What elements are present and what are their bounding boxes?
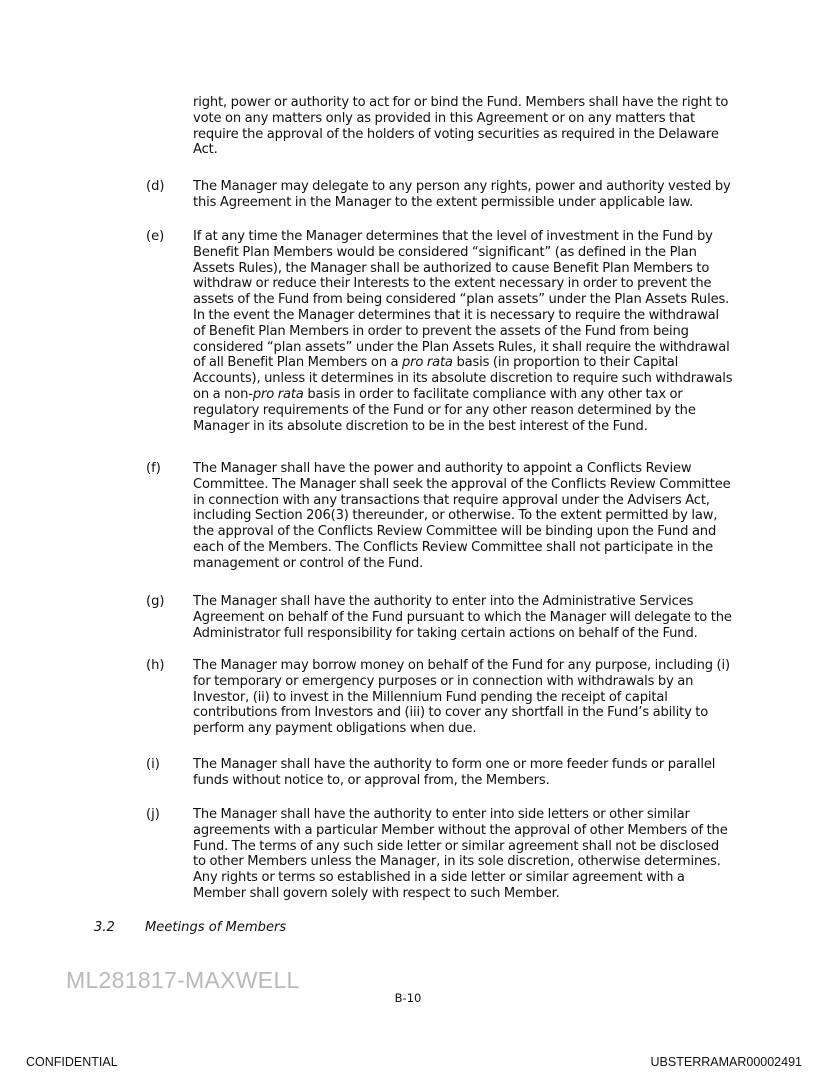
clause-text: The Manager shall have the power and authority to appoint a Conflicts Review Committee. The Manager shall seek the approval of the Conflicts Review Committee in connection with any transactions that require approval under the Advisers Act, including Section 206(3) thereunder, or otherwise. To the extent permitted by law, the approval of the Conflicts Review Committee will be binding upon the Fund and each of the Members. The Conflicts Review Committee shall not participate in the management or control of the Fund.	[193, 461, 731, 571]
clause-text: The Manager shall have the authority to enter into side letters or other similar agreements with a particular Member without the approval of other Members of the Fund. The terms of any such side letter or similar agreement shall not be disclosed to other Members unless the Manager, in its sole discretion, otherwise determines. Any rights or terms so established in a side letter or similar agreement with a Member shall govern solely with respect to such Member.	[193, 807, 728, 901]
bates-number: UBSTERRAMAR00002491	[650, 1055, 802, 1069]
clause-text-part: If at any time the Manager determines that the level of investment in the Fund by Benefit Plan Members would be considered “significant” (as defined in the Plan Assets Rules), the Manager shall be authorized to cause Benefit Plan Members to withdraw or reduce their Interests to the extent necessary in order to prevent the assets of the Fund from being considered “plan assets” under the Plan Assets Rules. In the event the Manager determines that it is necessary to require the withdrawal of Benefit Plan Members in order to prevent the assets of the Fund from being considered “plan assets” under the Plan Assets Rules, it shall require the withdrawal of all Benefit Plan Members on a	[193, 229, 730, 371]
italic-term: pro rata	[401, 355, 453, 371]
clause-text: The Manager shall have the authority to enter into the Administrative Services Agreement on behalf of the Fund pursuant to which the Manager will delegate to the Administrator full responsibility for taking certain actions on behalf of the Fund.	[193, 594, 732, 641]
page-number: B-10	[394, 991, 422, 1005]
section-number: 3.2	[94, 920, 115, 935]
continuation-paragraph: right, power or authority to act for or bind the Fund. Members shall have the right to vote on any matters only as provided in this Agreement or on any matters that require the approval of the holders of voting securities as required in the Delaware Act.	[193, 95, 729, 158]
clause-label: (f)	[146, 461, 161, 476]
document-stamp: ML281817-MAXWELL	[66, 967, 300, 993]
clause-text	[193, 229, 733, 434]
clause-label: (h)	[146, 658, 165, 673]
clause-text-part: basis (in proportion to their Capital Accounts), unless it determines in its absolute discretion to require such withdrawals on a non-	[193, 355, 733, 402]
confidential-label: CONFIDENTIAL	[26, 1055, 118, 1069]
clause-text-part: basis in order to facilitate compliance with any other tax or regulatory requirements of the Fund or for any other reason determined by the Manager in its absolute discretion to be in the best interest of the Fund.	[193, 386, 696, 434]
clause-text: The Manager may borrow money on behalf of the Fund for any purpose, including (i) for temporary or emergency purposes or in connection with withdrawals by an Investor, (ii) to invest in the Millennium Fund pending the receipt of capital contributions from Investors and (iii) to cover any shortfall in the Fund’s ability to perform any payment obligations when due.	[193, 658, 730, 737]
clause-label: (g)	[146, 594, 165, 609]
section-title: Meetings of Members	[145, 920, 287, 935]
clause-label: (d)	[146, 179, 165, 194]
clause-text: The Manager may delegate to any person any rights, power and authority vested by this Agreement in the Manager to the extent permissible under applicable law.	[193, 179, 731, 210]
clause-label: (e)	[146, 229, 165, 244]
clause-label: (i)	[146, 757, 160, 772]
clause-text: The Manager shall have the authority to form one or more feeder funds or parallel funds without notice to, or approval from, the Members.	[193, 757, 716, 788]
clause-label: (j)	[146, 807, 160, 822]
italic-term: pro rata	[252, 386, 304, 402]
